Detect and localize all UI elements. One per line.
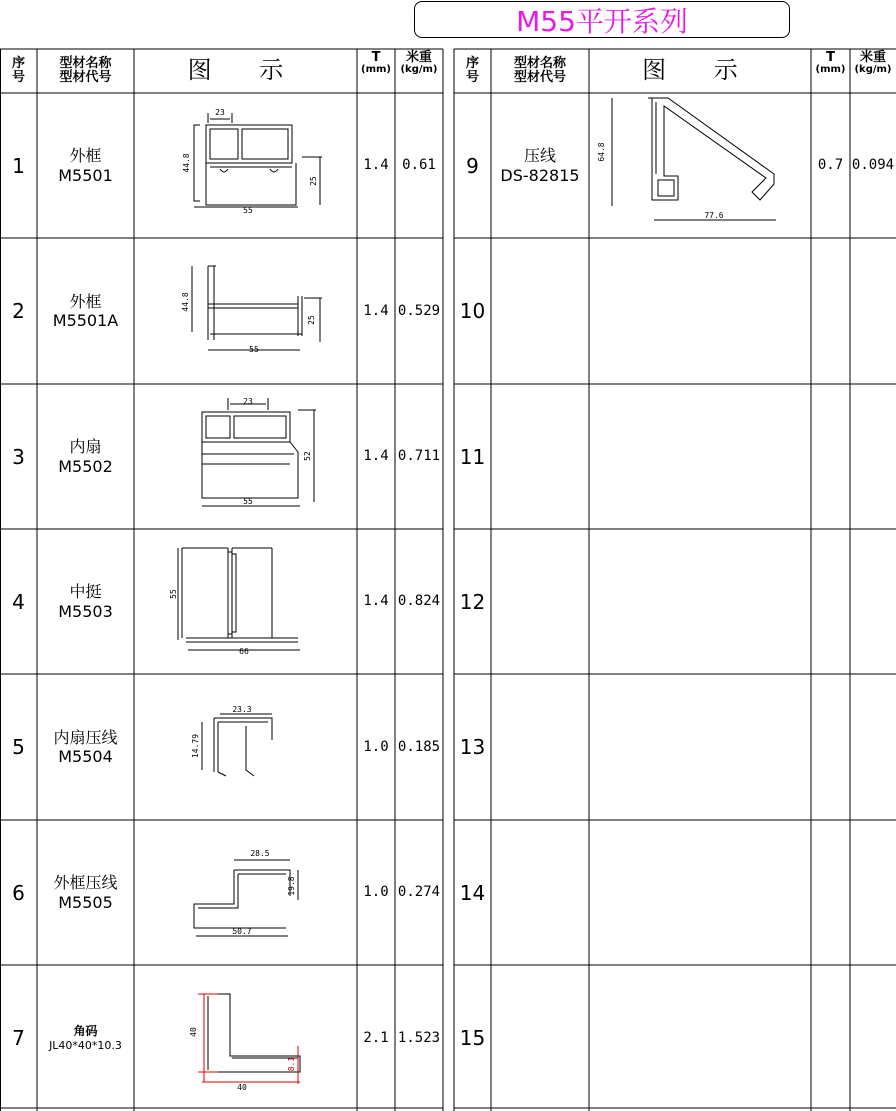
dimension-label: 64.8 <box>597 142 606 162</box>
row-seq: 5 <box>12 735 25 759</box>
row-thickness <box>811 238 850 384</box>
row-thickness <box>811 674 850 820</box>
row-seq: 2 <box>12 299 25 323</box>
row-weight <box>850 965 896 1111</box>
row-weight: 0.61 <box>402 157 436 174</box>
profile-drawing-6 <box>186 840 316 940</box>
dimension-label: 66 <box>239 647 249 656</box>
row-seq: 4 <box>12 589 25 614</box>
row-name-cell <box>491 965 589 1111</box>
row-name-cell <box>37 820 134 965</box>
profile-name: 角码 <box>73 1024 98 1039</box>
dimension-label: 52 <box>303 451 312 461</box>
row-thickness <box>811 384 850 529</box>
header-seq-right: 序 号 <box>465 56 479 85</box>
profile-name: 外框 <box>69 146 102 166</box>
row-weight <box>850 384 896 529</box>
header-name-left: 型材名称 型材代号 <box>59 56 112 85</box>
header-seq-left: 序 号 <box>11 56 25 85</box>
row-name-cell <box>491 820 589 965</box>
profile-drawing-4 <box>169 540 312 660</box>
dimension-label: 55 <box>243 497 253 506</box>
row-weight: 0.185 <box>397 738 441 755</box>
row-seq: 12 <box>459 589 486 614</box>
thickness-label: T <box>826 50 835 65</box>
dimension-label: 44.8 <box>181 292 190 312</box>
row-seq: 10 <box>459 299 486 323</box>
profile-code: M5504 <box>58 747 113 766</box>
profile-code: M5503 <box>58 601 113 621</box>
profile-code: M5501A <box>52 311 119 330</box>
profile-name: 压线 <box>523 146 556 166</box>
row-name-cell <box>37 529 134 674</box>
dimension-label: 28.5 <box>250 849 270 858</box>
header-figure-right: 图 示 <box>642 56 758 85</box>
profile-name: 内扇 <box>69 437 102 457</box>
row-name-cell <box>491 674 589 820</box>
header-thickness-left <box>357 51 395 75</box>
row-seq: 11 <box>459 444 486 469</box>
thickness-label: T <box>371 50 381 65</box>
profile-code: M5502 <box>58 456 113 476</box>
row-name-cell <box>37 674 134 820</box>
dimension-label: 25 <box>307 315 316 325</box>
row-weight: 0.711 <box>397 448 441 465</box>
profile-drawing-7 <box>190 986 320 1096</box>
dimension-label: 50.7 <box>232 927 252 936</box>
dimension-label: 23.3 <box>232 705 252 714</box>
row-seq: 14 <box>459 880 486 905</box>
row-seq: 9 <box>466 153 479 178</box>
row-name-cell <box>491 93 589 238</box>
row-weight <box>850 238 896 384</box>
profile-code: JL40*40*10.3 <box>49 1038 122 1052</box>
row-thickness: 1.0 <box>363 738 389 755</box>
row-name-cell <box>491 384 589 529</box>
row-name-cell <box>491 529 589 674</box>
dimension-label: 55 <box>243 206 253 215</box>
row-weight: 0.094 <box>851 157 895 174</box>
profile-name: 外框 <box>69 291 102 311</box>
dimension-label: 23 <box>215 108 225 117</box>
row-name-cell <box>37 384 134 529</box>
row-thickness <box>811 820 850 965</box>
header-figure-left: 图 示 <box>187 56 304 85</box>
profile-drawing-1 <box>180 105 330 215</box>
row-seq: 7 <box>12 1026 25 1050</box>
header-name-right: 型材名称 型材代号 <box>513 56 566 85</box>
profile-name: 内扇压线 <box>53 727 118 747</box>
header-weight-right <box>850 51 896 75</box>
row-thickness <box>811 529 850 674</box>
row-thickness: 1.4 <box>363 302 389 319</box>
row-weight: 0.824 <box>397 593 441 610</box>
thickness-unit: (mm) <box>815 63 846 75</box>
dimension-label: 14.79 <box>191 733 200 759</box>
dimension-label: 19.8 <box>287 876 296 896</box>
dimension-label: 8.1 <box>287 1056 296 1072</box>
row-weight <box>850 529 896 674</box>
profile-name: 外框压线 <box>53 873 118 893</box>
row-seq: 3 <box>12 444 25 469</box>
row-seq: 13 <box>459 735 486 759</box>
row-thickness: 1.0 <box>363 884 389 901</box>
row-name-cell <box>491 238 589 384</box>
dimension-label: 40 <box>189 1027 198 1037</box>
dimension-label: 44.8 <box>182 153 191 173</box>
row-name-cell <box>37 93 134 238</box>
weight-label: 米重 <box>405 50 432 65</box>
header-thickness-right <box>811 51 850 75</box>
dimension-label: 55 <box>249 345 259 354</box>
header-weight-left <box>395 51 443 75</box>
row-thickness: 1.4 <box>363 593 389 610</box>
row-thickness: 2.1 <box>363 1029 389 1046</box>
profile-drawing-2 <box>180 262 330 362</box>
page-title: M55平开系列 <box>414 1 790 38</box>
profile-code: M5505 <box>58 892 113 912</box>
profile-name: 中挺 <box>69 582 102 602</box>
thickness-unit: (mm) <box>361 63 391 75</box>
row-thickness: 1.4 <box>363 157 389 174</box>
row-weight: 0.529 <box>397 302 441 319</box>
row-weight: 1.523 <box>397 1029 441 1046</box>
row-seq: 6 <box>12 880 25 905</box>
profile-code: DS-82815 <box>500 165 580 185</box>
weight-label: 米重 <box>859 50 886 65</box>
row-thickness: 0.7 <box>817 157 844 174</box>
dimension-label: 40 <box>237 1083 247 1092</box>
row-thickness <box>811 965 850 1111</box>
profile-drawing-9 <box>592 96 792 234</box>
dimension-label: 77.6 <box>704 211 724 220</box>
row-thickness: 1.4 <box>363 448 389 465</box>
row-seq: 15 <box>459 1026 486 1050</box>
weight-unit: (kg/m) <box>400 63 438 75</box>
row-weight <box>850 820 896 965</box>
dimension-label: 55 <box>169 589 178 599</box>
row-weight: 0.274 <box>397 884 441 901</box>
row-name-cell <box>37 238 134 384</box>
dimension-label: 23 <box>243 397 253 406</box>
weight-unit: (kg/m) <box>854 63 892 75</box>
row-weight <box>850 674 896 820</box>
profile-drawing-3 <box>190 392 330 512</box>
profile-code: M5501 <box>58 165 113 185</box>
row-name-cell <box>37 965 134 1111</box>
profile-drawing-5 <box>190 700 290 790</box>
row-seq: 1 <box>12 153 25 178</box>
dimension-label: 25 <box>309 176 318 186</box>
